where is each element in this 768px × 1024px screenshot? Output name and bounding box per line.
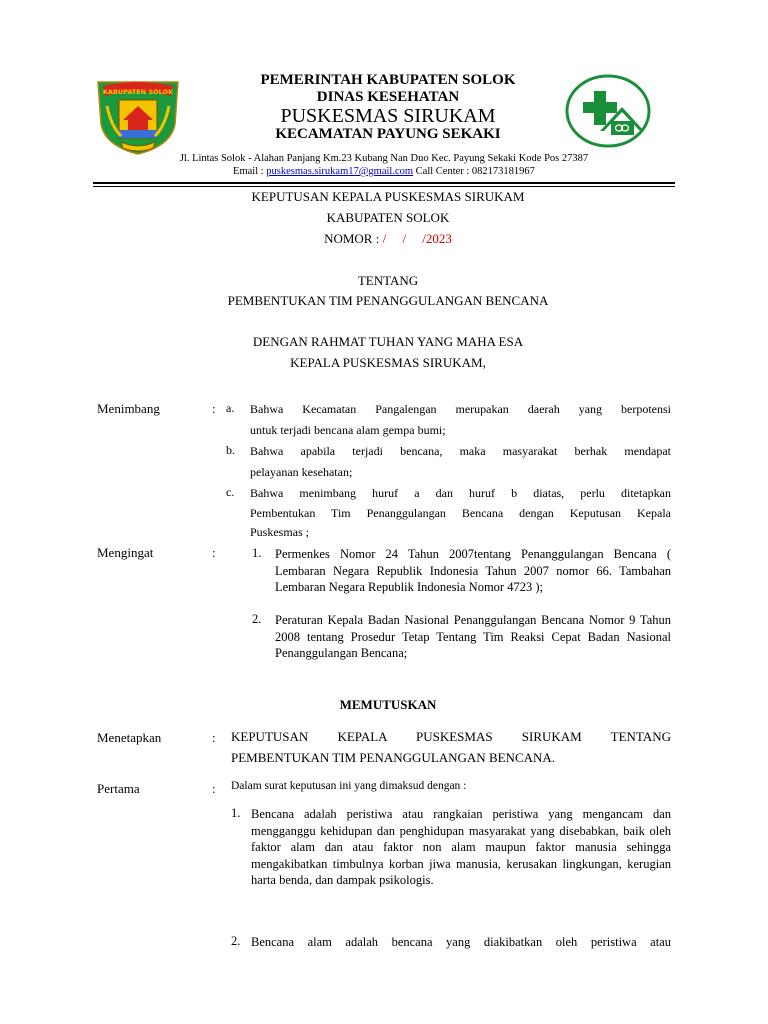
pertama-marker-1: 1.: [231, 806, 241, 820]
puskesmas-logo: [564, 73, 652, 149]
nomor-label: NOMOR :: [324, 231, 380, 246]
decree-number: [100, 231, 676, 247]
memutuskan-heading: MEMUTUSKAN: [339, 697, 437, 712]
mengingat-item-2: Peraturan Kepala Badan Nasional Penanggulangan Bencana Nomor 9 Tahun 2008 tentang Prosedur Tetap Tentang Tim Reaksi Cepat Badan Nasional Penanggulangan Bencana;: [275, 613, 671, 660]
tentang-heading: TENTANG: [357, 273, 419, 288]
mengingat-item-1: Permenkes Nomor 24 Tahun 2007tentang Penanggulangan Bencana ( Lembaran Negara Republik Indonesia Tahun 2007 nomor 66. Tambahan Lembaran Negara Republik Indonesia Nomor 4723 );: [275, 547, 671, 594]
menimbang-a-line2: untuk terjadi bencana alam gempa bumi;: [250, 423, 446, 437]
header-government: PEMERINTAH KABUPATEN SOLOK: [260, 72, 516, 88]
pertama-intro: Dalam surat keputusan ini yang dimaksud dengan :: [231, 780, 467, 792]
menimbang-marker-a: a.: [226, 401, 235, 415]
pertama-item-2: Bencana alam adalah bencana yang diakibatkan oleh peristiwa atau: [251, 935, 671, 949]
menimbang-b-line1: Bahwa apabila terjadi bencana, maka masyarakat berhak mendapat: [250, 444, 671, 458]
menimbang-colon: :: [212, 401, 216, 416]
menetapkan-label: Menetapkan: [97, 730, 162, 745]
mengingat-colon: :: [212, 545, 216, 560]
header-puskesmas: PUSKESMAS SIRUKAM: [280, 105, 496, 127]
menimbang-a-line1: Bahwa Kecamatan Pangalengan merupakan daerah yang berpotensi: [250, 402, 671, 416]
pertama-label: Pertama: [97, 781, 140, 796]
pertama-marker-2: 2.: [231, 934, 241, 948]
menimbang-c-line1: Bahwa menimbang huruf a dan huruf b diatas, perlu ditetapkan: [250, 486, 671, 500]
kepala-line: KEPALA PUSKESMAS SIRUKAM,: [290, 355, 486, 370]
mengingat-marker-1: 1.: [252, 546, 262, 560]
kabupaten-solok-logo: [95, 76, 181, 156]
menimbang-c-line3: Puskesmas ;: [250, 525, 310, 539]
decree-title: KEPUTUSAN KEPALA PUSKESMAS SIRUKAM: [251, 189, 525, 204]
decree-region: KABUPATEN SOLOK: [326, 210, 450, 225]
menimbang-label: Menimbang: [97, 401, 160, 416]
menimbang-marker-c: c.: [226, 485, 235, 499]
mengingat-label: Mengingat: [97, 545, 154, 560]
header-divider-thin: [93, 186, 675, 187]
pertama-item-1: Bencana adalah peristiwa atau rangkaian peristiwa yang mengancam dan mengganggu kehidupan dan penghidupan masyarakat yang disebabkan, baik oleh faktor alam dan atau faktor non alam maupun faktor manusia sehingga mengakibatkan timbulnya korban jiwa manusia, kerusakan lingkungan, kerugian harta benda, dan dampak psikologis.: [251, 807, 671, 887]
logo-lettering: KABUPATEN SOLOK: [102, 88, 174, 96]
nomor-value: / / /2023: [382, 231, 452, 246]
menimbang-b-line2: pelayanan kesehatan;: [250, 465, 353, 479]
header-department: DINAS KESEHATAN: [316, 89, 460, 105]
email-link[interactable]: puskesmas.sirukam17@gmail.com: [266, 166, 414, 177]
menetapkan-colon: :: [212, 730, 216, 745]
rahmat-line: DENGAN RAHMAT TUHAN YANG MAHA ESA: [252, 334, 524, 349]
menimbang-c-line2: Pembentukan Tim Penanggulangan Bencana dengan Keputusan Kepala: [250, 506, 671, 520]
menimbang-marker-b: b.: [226, 443, 235, 457]
decree-subject: PEMBENTUKAN TIM PENANGGULANGAN BENCANA: [227, 293, 549, 308]
mengingat-marker-2: 2.: [252, 612, 262, 626]
header-kecamatan: KECAMATAN PAYUNG SEKAKI: [275, 126, 501, 142]
header-contact: [100, 166, 668, 177]
header-address: Jl. Lintas Solok - Alahan Panjang Km.23 Kubang Nan Duo Kec. Payung Sekaki Kode Pos 27387: [179, 153, 589, 164]
email-label: Email :: [233, 166, 267, 177]
header-divider-thick: [93, 182, 675, 184]
menetapkan-line2: PEMBENTUKAN TIM PENANGGULANGAN BENCANA.: [231, 750, 556, 765]
pertama-colon: :: [212, 781, 216, 796]
menetapkan-line1: KEPUTUSAN KEPALA PUSKESMAS SIRUKAM TENTANG: [231, 729, 671, 744]
call-center: Call Center : 082173181967: [413, 166, 535, 177]
